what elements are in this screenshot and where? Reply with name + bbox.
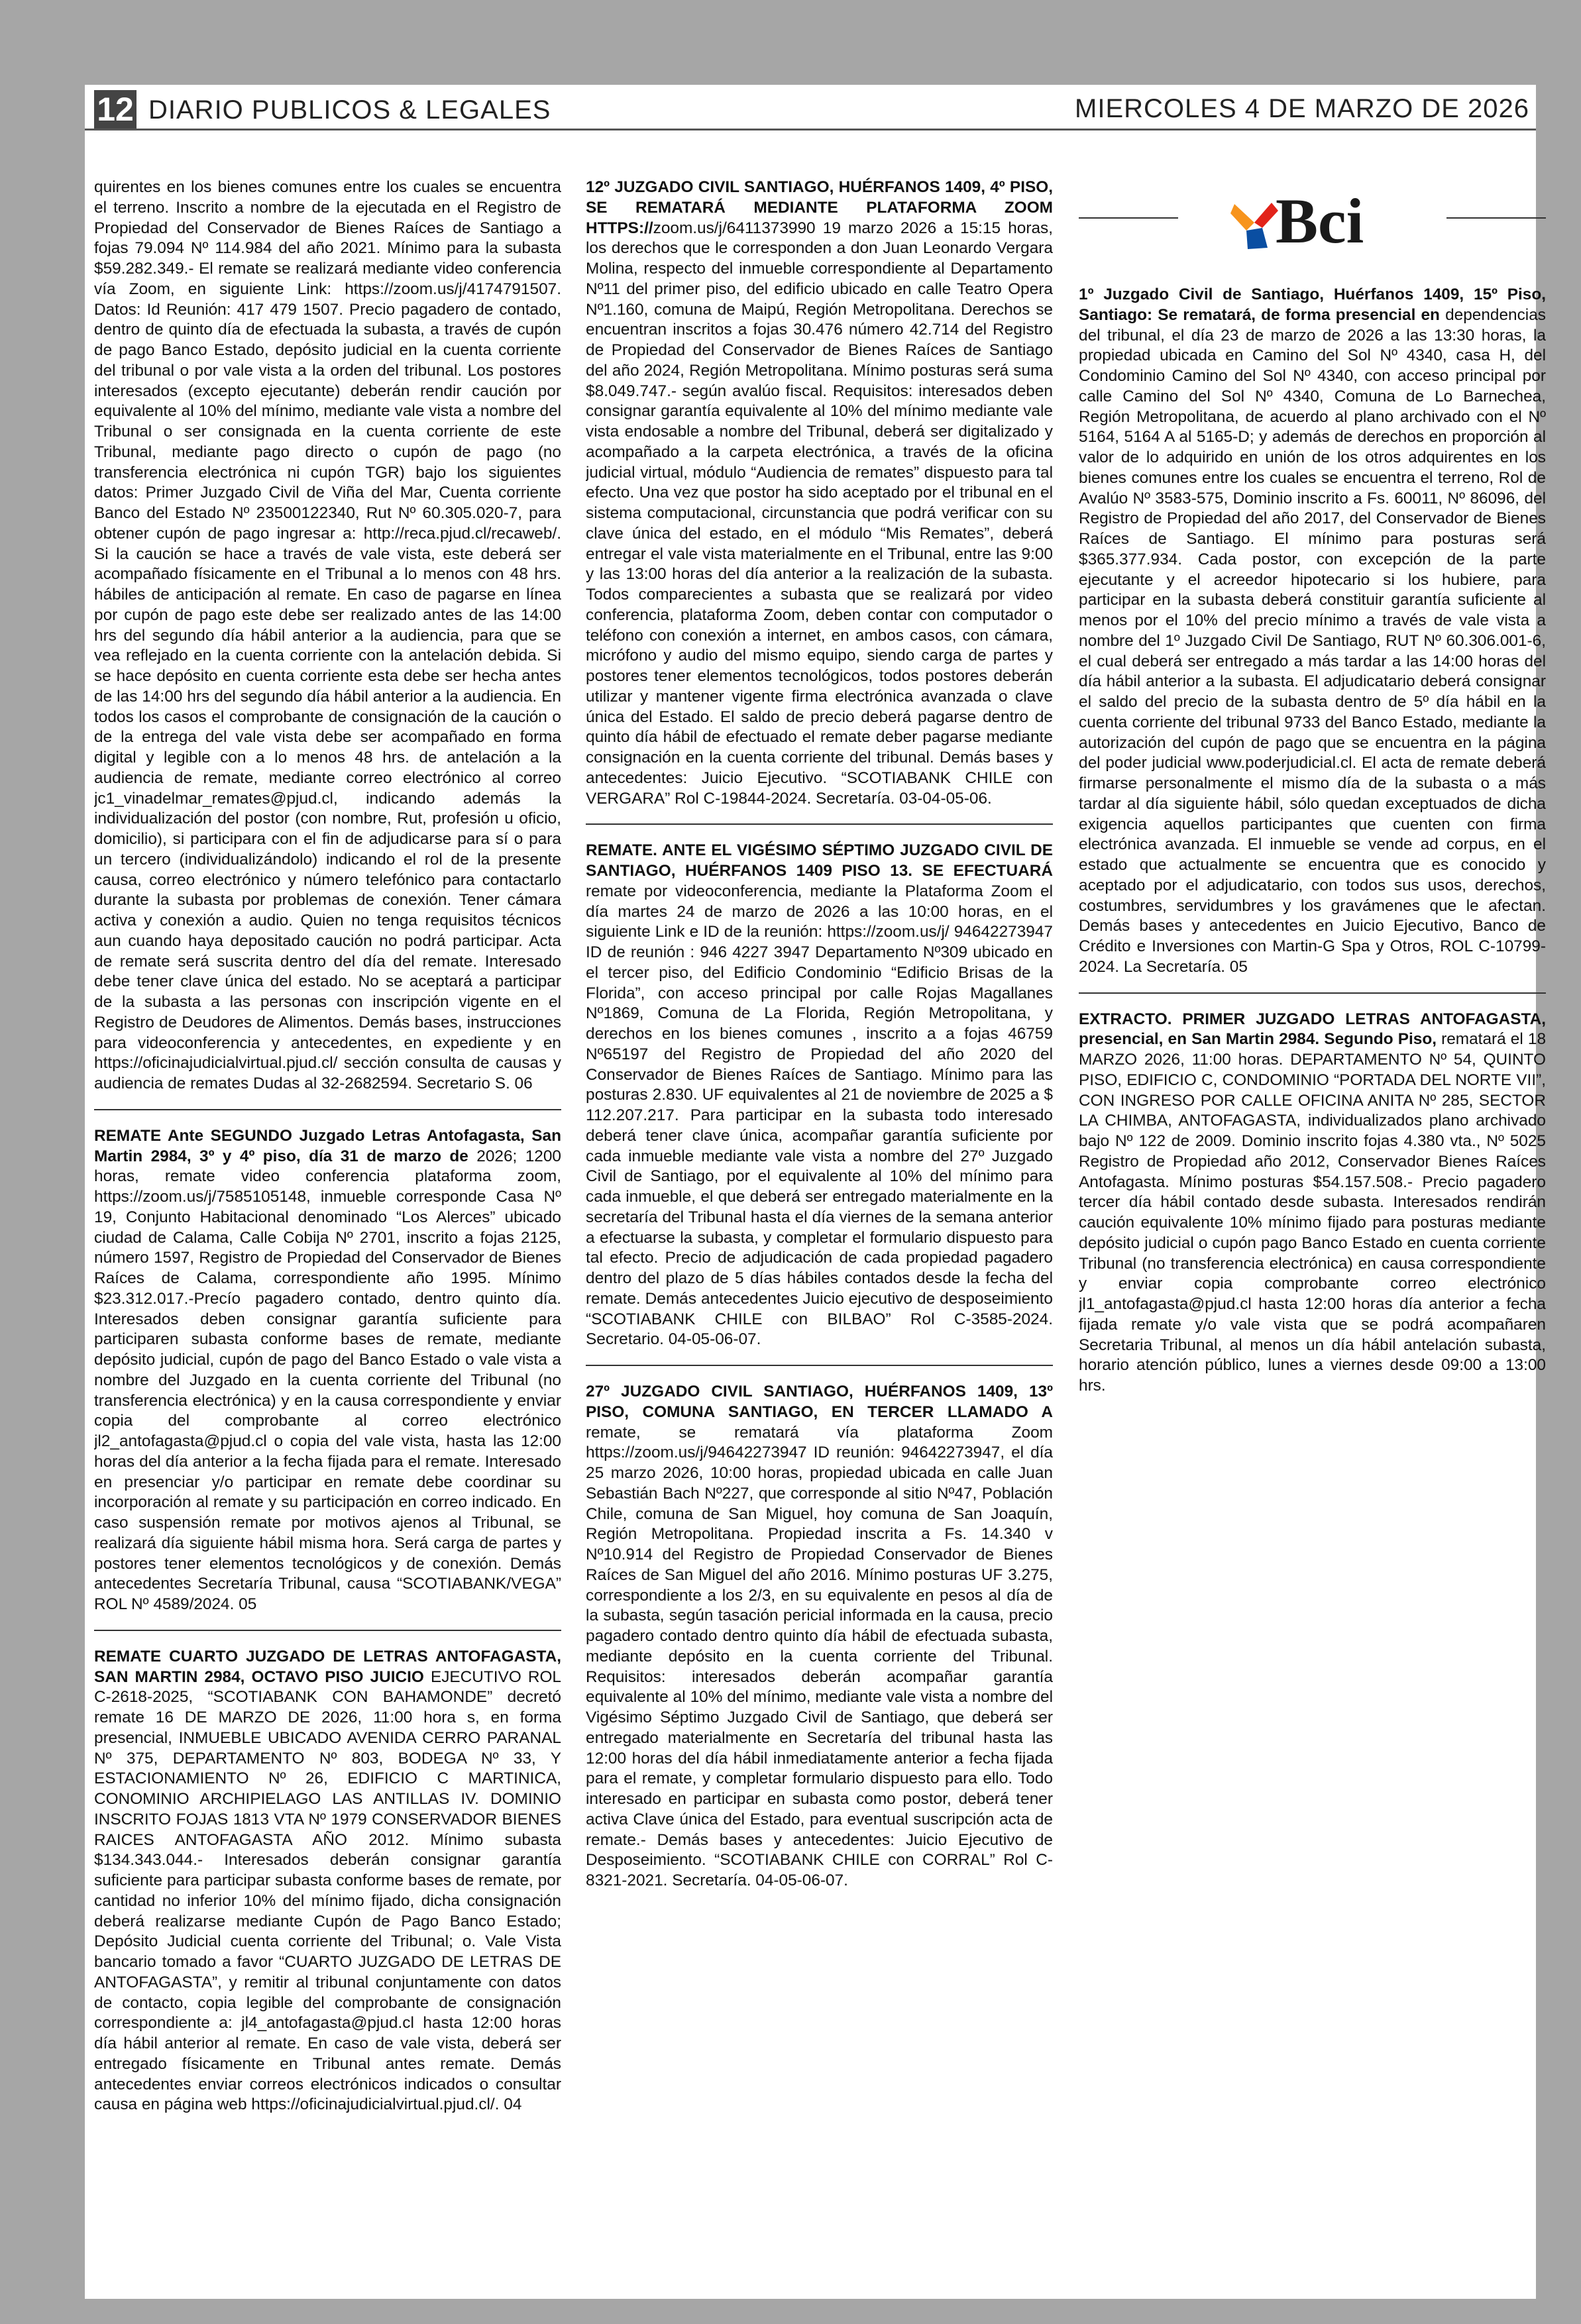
notice-body: remate por videoconferencia, mediante la Plataforma Zoom el día martes 24 de marzo de 2026 a las 10:00 horas, en el siguiente Link e ID de la reunión: https://zoom.us/j/ 94642273947 ID de reunión : 946 4227 3947 Departamento Nº309 ubicado en el tercer piso, del Edificio Condominio “Edificio Brisas de la Florida”, con acceso principal por calle Rojas Magallanes Nº1869, Comuna de La Florida, Región Metropolitana, y derechos en los bienes comunes , inscrito a a fojas 46759 Nº65197 del Registro de Propiedad del año 2020 del Conservador de Bienes Raíces de Santiago. Mínimo para las posturas 2.830. UF equivalentes al 21 de noviembre de 2025 a $ 112.207.217. Para participar en la subasta todo interesado deberá tener clave única, acompañar garantía suficiente por cada inmueble mediante vale vista a nombre del 27º Juzgado Civil de Santiago, por el equivalente al 10% del mínimo para cada inmueble, el que deberá ser entregado materialmente en la secretaría del Tribunal hasta el día viernes de la semana anterior a efectuarse la subasta, y completar el formulario dispuesto para tal efecto. Precio de adjudicación de cada propiedad pagadero dentro del plazo de 5 días hábiles contados desde la fecha del remate. Demás antecedentes Juicio ejecutivo de desposeimiento “SCOTIABANK CHILE con BILBAO” Rol C-3585-2024. Secretario. 04-05-06-07. (586, 882, 1053, 1349)
notice-divider (94, 1109, 561, 1110)
notice-heading: 27º JUZGADO CIVIL SANTIAGO, HUÉRFANOS 1409, 13º PISO, COMUNA SANTIAGO, EN TERCER LLAMADO A (586, 1383, 1053, 1421)
legal-notice (586, 841, 1053, 1350)
notice-divider (1079, 992, 1546, 994)
notice-body: rematará el 18 MARZO 2026, 11:00 horas. DEPARTAMENTO Nº 54, QUINTO PISO, EDIFICIO C, CONDOMINIO “PORTADA DEL NORTE VII”, CON INGRESO POR CALLE OFICINA ANITA Nº 285, SECTOR LA CHIMBA, ANTOFAGASTA, individualizados plano archivado bajo Nº 122 de 2009. Dominio inscrito fojas 4.380 vta., Nº 5025 Registro de Propiedad año 2012, Conservador Bienes Raíces Antofagasta. Mínimo posturas $54.157.508.- Precio pagadero tercer día hábil contado desde subasta. Interesados rendirán caución equivalente 10% mínimo fijado para posturas mediante depósito judicial o cupón pago Banco Estado en cuenta corriente Tribunal (no transferencia electrónica) en causa correspondiente y enviar copia comprobante correo electrónico jl1_antofagasta@pjud.cl hasta 12:00 horas día anterior a fecha fijada remate y/o vale vista que se podrá acompañaren Secretaria Tribunal, al menos un día hábil antelación subasta, horario atención público, lunes a viernes desde 09:00 a 13:00 hrs. (1079, 1030, 1546, 1395)
notice-body: quirentes en los bienes comunes entre los cuales se encuentra el terreno. Inscrito a nombre de la ejecutada en el Registro de Propiedad del Conservador de Bienes Raíces de Santiago a fojas 79.094 Nº 114.984 del año 2021. Mínimo para la subasta $59.282.349.- El remate se realizará mediante video conferencia vía Zoom, en siguiente Link: https://zoom.us/j/4174791507. Datos: Id Reunión: 417 479 1507. Precio pagadero de contado, dentro de quinto día de efectuada la subasta, a través de cupón de pago Banco Estado, depósito judicial en la cuenta corriente del tribunal o por vale vista a la orden del tribunal. Los postores interesados (excepto ejecutante) deberán rendir caución por equivalente al 10% del mínimo, mediante vale vista a nombre del Tribunal o ser consignada en la cuenta corriente de este Tribunal, mediante pago directo o cupón de pago (no transferencia electrónica ni cupón TGR) bajo los siguientes datos: Primer Juzgado Civil de Viña del Mar, Cuenta corriente Banco del Estado Nº 23500122340, Rut Nº 60.305.020-7, para obtener cupón de pago ingresar a: http://reca.pjud.cl/recaweb/. Si la caución se hace a través de vale vista, este deberá ser acompañado físicamente en el Tribunal a lo menos con 48 hrs. hábiles de anticipación al remate. En caso de pagarse en línea por cupón de pago este debe ser realizado antes de las 14:00 hrs del segundo día hábil anterior a la audiencia, para que se vea reflejado en la cuenta corriente con la antelación debida. Si se hace depósito en cuenta corriente esta debe ser hecha antes de las 14:00 hrs del segundo día hábil anterior a la audiencia. En todos los casos el comprobante de consignación de la caución o de la entrega del vale vista debe ser acompañado en forma digital y legible con a lo menos 48 hrs. de antelación a la audiencia de remate, mediante correo electrónico al correo jc1_vinadelmar_remates@pjud.cl, indicando además la individualización del postor (con nombre, Rut, profesión u oficio, domicilio), si participara con el fin de adjudicarse para sí o para un tercero (individualizándolo) indicando el rol de la presente causa, correo electrónico y número telefónico para contactarlo durante la subasta por problemas de conexión. Tener cámara activa y conexión a audio. Quien no tenga requisitos técnicos aun cuando haya depositado caución no podrá participar. Acta de remate será suscrita dentro del día del remate. Interesado debe tener clave única del estado. No se aceptará a participar de la subasta a las personas con inscripción vigente en el Registro de Deudores de Alimentos. Demás bases, instrucciones para videoconferencia y antecedentes, en expediente y en https://oficinajudicialvirtual.pjud.cl/ sección consulta de causas y audiencia de remates Dudas al 32-2682594. Secretario S. 06 (94, 178, 561, 1092)
legal-notice (1079, 1010, 1546, 1397)
notice-body: dependencias del tribunal, el día 23 de marzo de 2026 a las 13:30 horas, la propiedad ubicada en Camino del Sol Nº 4340, casa H, del Condominio Camino del Sol Nº 4340, con acceso principal por calle Camino del Sol Nº 4340, Comuna de Lo Barnechea, Región Metropolitana, de acuerdo al plano archivado con el Nº 5164, 5164 A al 5165-D; y además de derechos en proporción al valor de lo adquirido en unión de los otros adquirentes en los bienes comunes entre los cuales se encuentra el terreno, Rol de Avalúo Nº 3583-575, Dominio inscrito a Fs. 60011, Nº 86096, del Registro de Propiedad del año 2017, del Conservador de Bienes Raíces de Santiago. El mínimo para posturas será $365.377.934. Cada postor, con excepción de la parte ejecutante y el acreedor hipotecario si los hubiere, para participar en la subasta deberá constituir garantía suficiente al menos por el 10% del precio mínimo a través de vale vista a nombre del 1º Juzgado Civil De Santiago, RUT Nº 60.306.001-6, el cual deberá ser entregado a más tardar a las 14:00 horas del día hábil anterior a la subasta. El adjudicatario deberá consignar el saldo del precio de la subasta dentro de 5º día hábil en la cuenta corriente del tribunal 9733 del Banco Estado, mediante la autorización del cupón de pago que se encuentra en la página del poder judicial www.poderjudicial.cl. El acta de remate deberá firmarse personalmente el mismo día de la subasta o a más tardar al día siguiente hábil, sólo quedan exceptuados de dicha exigencia aquellos participantes que cuenten con firma electrónica avanzada. El inmueble se vende ad corpus, en el estado que actualmente se encuentra que es conocido y aceptado por el adjudicatario, con todos sus usos, derechos, costumbres, servidumbres y los gravámenes que le afectan. Demás bases y antecedentes en Juicio Ejecutivo, Banco de Crédito e Inversiones con Martin-G Spa y Otros, ROL C-10799-2024. La Secretaría. 05 (1079, 305, 1546, 976)
page-header (85, 87, 1536, 131)
logo-petal-orange (1230, 204, 1254, 231)
notice-body: EJECUTIVO ROL C-2618-2025, “SCOTIABANK CON BAHAMONDE” decretó remate 16 DE MARZO DE 2026, 11:00 hora s, en forma presencial, INMUEBLE UBICADO AVENIDA CERRO PARANAL Nº 375, DEPARTAMENTO Nº 803, BODEGA Nº 33, Y ESTACIONAMIENTO Nº 26, EDIFICIO C MARTINICA, CONOMINIO ARCHIPIELAGO LAS ANTILLAS IV. DOMINIO INSCRITO FOJAS 1813 VTA Nº 1979 CONSERVADOR BIENES RAICES ANTOFAGASTA AÑO 2012. Mínimo subasta $134.343.044.- Interesados deberán consignar garantía suficiente para participar subasta conforme bases de remate, por cantidad no inferior 10% del mínimo fijado, dicha consignación deberá realizarse mediante Cupón de Pago Banco Estado; Depósito Judicial cuenta corriente del Tribunal; o. Vale Vista bancario tomado a favor “CUARTO JUZGADO DE LETRAS DE ANTOFAGASTA”, y remitir al tribunal conjuntamente con datos de contacto, copia legible del comprobante de consignación correspondiente a: jl4_antofagasta@pjud.cl hasta 12:00 horas día hábil anterior al remate. En caso de vale vista, deberá ser entregado físicamente en Tribunal antes remate. Demás antecedentes enviar correos electrónicos indicados o consultar causa en página web https://oficinajudicialvirtual.pjud.cl/. 04 (94, 1667, 561, 2114)
notice-heading: EXTRACTO. PRIMER JUZGADO LETRAS ANTOFAGASTA, presencial, en San Martin 2984. Segundo Piso, (1079, 1010, 1546, 1049)
logo-petal-red (1254, 203, 1278, 228)
notice-body: 2026; 1200 horas, remate video conferencia plataforma zoom, https://zoom.us/j/7585105148, inmueble corresponde Casa Nº 19, Conjunto Habitacional denominado “Los Alerces” ubicado ciudad de Calama, Calle Cobija Nº 2701, inscrito a fojas 2125, número 1597, Registro de Propiedad del Conservador de Bienes Raíces de Calama, correspondiente año 1995. Mínimo $23.312.017.-Precío pagadero contado, dentro quinto día. Interesados deben consignar garantía suficiente para participaren subasta conforme bases de remate, mediante depósito judicial, cupón de pago del Banco Estado o vale vista a nombre del Juzgado en la cuenta corriente del Tribunal (no transferencia electrónica) y en la causa correspondiente y enviar copia del comprobante al correo electrónico jl2_antofagasta@pjud.cl o copia del vale vista, hasta las 12:00 horas del día anterior a la fecha fijada para el remate. Interesado en presenciar y/o participar en remate debe coordinar su incorporación al remate y su participación en correo indicado. En caso suspensión remate por motivos ajenos al Tribunal, se realizará día siguiente hábil misma hora. Será carga de partes y postores tener elementos tecnológicos y de conexión. Demás antecedentes Secretaría Tribunal, causa “SCOTIABANK/VEGA” ROL Nº 4589/2024. 05 (94, 1147, 561, 1613)
bci-logo (1228, 184, 1393, 257)
notice-heading: 1º Juzgado Civil de Santiago, Huérfanos 1409, 15º Piso, Santiago: Se rematará, de forma presencial en (1079, 286, 1546, 324)
notice-heading: 12º JUZGADO CIVIL SANTIAGO, HUÉRFANOS 1409, 4º PISO, SE REMATARÁ MEDIANTE PLATAFORMA ZOOM HTTPS:// (586, 178, 1053, 237)
column-2 (586, 178, 1053, 2284)
notice-body: zoom.us/j/6411373990 19 marzo 2026 a 15:15 horas, los derechos que le corresponden a don Juan Leonardo Vergara Molina, respecto del inmueble correspondiente al Departamento Nº11 del primer piso, del edificio ubicado en calle Teatro Opera Nº1.160, comuna de Maipú, Región Metropolitana. Derechos se encuentran inscritos a fojas 30.476 número 42.714 del Registro de Propiedad del Conservador de Bienes Raíces de Santiago del año 2024, Región Metropolitana. Mínimo posturas será suma $8.049.747.- según avalúo fiscal. Requisitos: interesados deben consignar garantía equivalente al 10% del mínimo mediante vale vista endosable a nombre del Tribunal, deberá ser digitalizado y acompañado a la carpeta electrónica, a través de la oficina judicial virtual, módulo “Audiencia de remates” dispuesto para tal efecto. Una vez que postor ha sido aceptado por el tribunal en el sistema computacional, circunstancia que podrá verificar con su clave única del estado, en el módulo “Mis Remates”, deberá entregar el vale vista materialmente en el Tribunal, entre las 9:00 y las 13:00 horas del día anterior a la realización de la subasta. Todos comparecientes a subasta que se realizará por video conferencia, plataforma Zoom, deben contar con computador o teléfono con conexión a internet, en ambos casos, con cámara, micrófono y audio del mismo equipo, siendo carga de partes y postores tener elementos tecnológicos, todos postores deberán utilizar y mantener vigente firma electrónica avanzada o clave única del Estado. El saldo de precio deberá pagarse dentro de quinto día hábil de efectuado el remate deber pagarse mediante consignación en la cuenta corriente del tribunal. Demás bases y antecedentes: Juicio Ejecutivo. “SCOTIABANK CHILE con VERGARA” Rol C-19844-2024. Secretaría. 03-04-05-06. (586, 219, 1053, 808)
notice-divider (586, 823, 1053, 825)
legal-notice (94, 1647, 561, 2115)
bci-logo-mark (1230, 203, 1278, 249)
notice-heading: REMATE Ante SEGUNDO Juzgado Letras Antofagasta, San Martin 2984, 3º y 4º piso, día 31 de marzo de (94, 1126, 561, 1165)
notice-divider (94, 1630, 561, 1631)
column-3 (1079, 178, 1546, 2284)
notice-heading: REMATE CUARTO JUZGADO DE LETRAS ANTOFAGASTA, SAN MARTIN 2984, OCTAVO PISO JUICIO (94, 1647, 561, 1686)
newspaper-name: DIARIO PUBLICOS & LEGALES (148, 95, 551, 125)
issue-date: MIERCOLES 4 DE MARZO DE 2026 (1075, 94, 1529, 123)
legal-notice (586, 178, 1053, 809)
notice-body: remate, se rematará vía plataforma Zoom https://zoom.us/j/94642273947 ID reunión: 94642273947, el día 25 marzo 2026, 10:00 horas, propiedad ubicada en calle Juan Sebastián Bach Nº227, que corresponde al sitio Nº47, Población Chile, comuna de San Miguel, hoy comuna de San Joaquín, Región Metropolitana. Propiedad inscrita a Fs. 14.340 v Nº10.914 del Registro de Propiedad Conservador de Bienes Raíces de San Miguel del año 2016. Mínimo posturas UF 3.275, correspondiente a los 2/3, en su equivalente en pesos al día de la subasta, según tasación pericial informada en la causa, precio pagadero contado dentro quinto día hábil de efectuada subasta, mediante depósito en la cuenta corriente del Tribunal. Requisitos: interesados deberán acompañar garantía equivalente al 10% del mínimo, mediante vale vista a nombre del Vigésimo Séptimo Juzgado Civil de Santiago, que deberá ser entregado materialmente en Secretaría del tribunal hasta las 12:00 horas del día hábil inmediatamente anterior a fecha fijada para el remate, y completar formulario dispuesto para ello. Todo interesado en participar en subasta como postor, deberá tener activa Clave única del Estado, para eventual suscripción acta de remate.- Demás bases y antecedentes: Juicio Ejecutivo de Desposeimiento. “SCOTIABANK CHILE con CORRAL” Rol C-8321-2021. Secretaría. 04-05-06-07. (586, 1423, 1053, 1889)
legal-notice (1079, 285, 1546, 978)
notice-divider (586, 1365, 1053, 1366)
logo-rule-right (1446, 217, 1546, 219)
logo-rule-left (1079, 217, 1178, 219)
legal-notice (94, 1126, 561, 1615)
column-1 (94, 178, 561, 2284)
logo-petal-blue (1246, 228, 1268, 249)
page-number: 12 (94, 90, 136, 129)
notice-heading: REMATE. ANTE EL VIGÉSIMO SÉPTIMO JUZGADO CIVIL DE SANTIAGO, HUÉRFANOS 1409 PISO 13. SE EFECTUARÁ (586, 841, 1053, 880)
advertiser-logo-row (1079, 184, 1546, 270)
legal-notice (586, 1382, 1053, 1891)
legal-notice (94, 178, 561, 1094)
bci-logo-text: Bci (1276, 185, 1364, 256)
newspaper-page (85, 85, 1546, 2299)
